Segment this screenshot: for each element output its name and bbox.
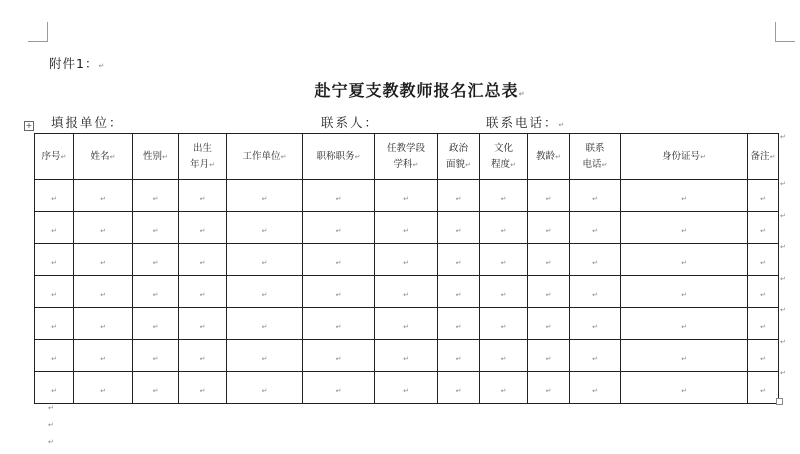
column-header-text: 教龄 [536,150,556,162]
column-header-text: 政治 [448,142,468,154]
column-header-text: 年月 [190,158,210,170]
table-cell[interactable] [227,180,303,212]
row-end-mark: ↵ [780,338,786,346]
table-cell[interactable] [480,276,528,308]
cell-end-mark: ↵ [681,355,687,363]
cell-end-mark: ↵ [100,355,106,363]
registration-table[interactable] [34,133,779,404]
column-header[interactable] [35,134,74,180]
table-cell[interactable] [303,308,375,340]
cell-end-mark: ↵ [403,291,409,299]
cell-end-mark: ↵ [592,227,598,235]
column-header-text: 电话 [582,158,602,170]
table-cell[interactable] [528,308,570,340]
table-cell[interactable] [303,180,375,212]
table-cell[interactable] [621,372,748,404]
cell-end-mark: ↵ [760,387,766,395]
cell-end-mark: ↵ [681,387,687,395]
cell-end-mark: ↵ [500,323,507,331]
cell-end-mark: ↵ [760,195,766,203]
cell-end-mark: ↵ [152,387,159,395]
table-cell[interactable] [74,340,133,372]
table-cell[interactable] [480,212,528,244]
cell-end-mark: ↵ [760,355,766,363]
cell-end-mark: ↵ [700,152,706,161]
column-header[interactable] [528,134,570,180]
cell-end-mark: ↵ [51,387,57,395]
table-cell[interactable] [227,372,303,404]
table-cell[interactable] [480,372,528,404]
table-cell[interactable] [480,308,528,340]
page-corner-mark-top-right [775,41,795,42]
column-header[interactable] [179,134,227,180]
table-cell[interactable] [375,212,438,244]
table-cell[interactable] [375,340,438,372]
cell-end-mark: ↵ [100,291,106,299]
table-cell[interactable] [375,308,438,340]
cell-end-mark: ↵ [500,291,507,299]
table-cell[interactable] [621,308,748,340]
cell-end-mark: ↵ [545,195,552,203]
cell-end-mark: ↵ [199,355,206,363]
fill-unit-label[interactable]: 填报单位： [51,115,124,130]
cell-end-mark: ↵ [403,323,409,331]
cell-end-mark: ↵ [100,387,106,395]
cell-end-mark: ↵ [60,152,67,161]
table-cell[interactable] [570,212,621,244]
cell-end-mark: ↵ [100,323,106,331]
cell-end-mark: ↵ [152,355,159,363]
cell-end-mark: ↵ [500,355,507,363]
page-corner-mark-top-left [28,41,48,42]
table-cell[interactable] [133,212,179,244]
table-cell[interactable] [748,180,779,212]
cell-end-mark: ↵ [465,160,471,169]
cell-end-mark: ↵ [280,152,287,161]
table-cell[interactable] [35,180,74,212]
paragraph-mark: ↵ [98,62,106,70]
column-header[interactable] [480,134,528,180]
cell-end-mark: ↵ [760,291,766,299]
cell-end-mark: ↵ [335,227,342,235]
attachment-label[interactable] [49,54,105,72]
table-row [35,212,779,244]
cell-end-mark: ↵ [545,291,552,299]
table-row [35,244,779,276]
cell-end-mark: ↵ [261,355,268,363]
cell-end-mark: ↵ [455,227,462,235]
column-header-text: 性别 [143,150,163,162]
table-cell[interactable] [227,308,303,340]
table-row [35,276,779,308]
cell-end-mark: ↵ [199,195,206,203]
table-cell[interactable] [748,244,779,276]
empty-paragraph-mark[interactable]: ↵ [48,421,54,429]
cell-end-mark: ↵ [335,291,342,299]
cell-end-mark: ↵ [403,355,409,363]
table-cell[interactable] [303,244,375,276]
cell-end-mark: ↵ [681,323,687,331]
cell-end-mark: ↵ [681,195,687,203]
cell-end-mark: ↵ [592,291,598,299]
cell-end-mark: ↵ [455,291,462,299]
contact-phone-label-text: 联系电话： [486,115,559,130]
cell-end-mark: ↵ [199,291,206,299]
column-header[interactable] [74,134,133,180]
table-cell[interactable] [570,244,621,276]
table-cell[interactable] [570,180,621,212]
cell-end-mark: ↵ [199,259,206,267]
cell-end-mark: ↵ [51,195,57,203]
table-cell[interactable] [179,340,227,372]
cell-end-mark: ↵ [335,355,342,363]
cell-end-mark: ↵ [403,227,409,235]
cell-end-mark: ↵ [769,152,776,161]
column-header-text: 序号 [41,150,61,162]
table-cell[interactable] [74,180,133,212]
column-header[interactable] [375,134,438,180]
table-cell[interactable] [438,276,480,308]
column-header[interactable] [303,134,375,180]
empty-paragraph-mark[interactable]: ↵ [48,404,54,412]
table-cell[interactable] [375,276,438,308]
contact-phone-label[interactable] [486,113,566,131]
cell-end-mark: ↵ [403,387,409,395]
cell-end-mark: ↵ [760,227,766,235]
cell-end-mark: ↵ [261,259,268,267]
table-cell[interactable] [227,340,303,372]
table-cell[interactable] [438,180,480,212]
column-header-text: 联系 [585,142,605,154]
cell-end-mark: ↵ [500,195,507,203]
table-cell[interactable] [74,244,133,276]
column-header-text: 文化 [493,142,513,154]
cell-end-mark: ↵ [545,227,552,235]
table-cell[interactable] [480,340,528,372]
contact-person-label[interactable]: 联系人： [321,115,380,130]
cell-end-mark: ↵ [199,323,206,331]
table-cell[interactable] [179,212,227,244]
cell-end-mark: ↵ [510,160,516,169]
cell-end-mark: ↵ [412,160,419,169]
cell-end-mark: ↵ [335,323,342,331]
table-cell[interactable] [133,244,179,276]
table-cell[interactable] [74,372,133,404]
cell-end-mark: ↵ [152,195,159,203]
column-header[interactable] [438,134,480,180]
table-cell[interactable] [133,340,179,372]
cell-end-mark: ↵ [152,323,159,331]
table-cell[interactable] [375,372,438,404]
table-cell[interactable] [748,276,779,308]
table-cell[interactable] [303,372,375,404]
table-cell[interactable] [438,372,480,404]
table-cell[interactable] [303,340,375,372]
cell-end-mark: ↵ [592,195,598,203]
cell-end-mark: ↵ [545,259,552,267]
cell-end-mark: ↵ [51,323,57,331]
cell-end-mark: ↵ [455,323,462,331]
column-header-text: 学科 [393,158,413,170]
table-row [35,180,779,212]
table-cell[interactable] [438,340,480,372]
cell-end-mark: ↵ [592,355,598,363]
cell-end-mark: ↵ [545,387,552,395]
table-cell[interactable] [133,180,179,212]
table-cell[interactable] [74,308,133,340]
cell-end-mark: ↵ [455,387,462,395]
table-cell[interactable] [179,244,227,276]
table-cell[interactable] [621,244,748,276]
table-cell[interactable] [179,276,227,308]
table-cell[interactable] [375,180,438,212]
table-cell[interactable] [179,180,227,212]
cell-end-mark: ↵ [152,259,159,267]
cell-end-mark: ↵ [760,323,766,331]
cell-end-mark: ↵ [354,152,361,161]
table-move-handle-icon[interactable]: + [25,121,33,130]
table-cell[interactable] [35,340,74,372]
cell-end-mark: ↵ [681,227,687,235]
table-cell[interactable] [35,212,74,244]
paragraph-mark: ↵ [558,121,567,129]
table-cell[interactable] [133,372,179,404]
cell-end-mark: ↵ [500,387,507,395]
table-cell[interactable] [227,212,303,244]
cell-end-mark: ↵ [455,355,462,363]
page-corner-mark-top-right [775,22,776,42]
cell-end-mark: ↵ [500,259,507,267]
cell-end-mark: ↵ [199,387,206,395]
cell-end-mark: ↵ [100,259,106,267]
column-header[interactable] [748,134,779,180]
cell-end-mark: ↵ [162,152,168,161]
cell-end-mark: ↵ [545,355,552,363]
table-cell[interactable] [74,212,133,244]
table-cell[interactable] [227,244,303,276]
column-header-text: 姓名 [90,150,110,162]
column-header-text: 面貌 [446,158,466,170]
cell-end-mark: ↵ [209,160,215,169]
cell-end-mark: ↵ [152,227,159,235]
cell-end-mark: ↵ [109,152,116,161]
column-header-text: 出生 [192,142,212,154]
cell-end-mark: ↵ [261,323,268,331]
table-cell[interactable] [35,244,74,276]
table-cell[interactable] [74,276,133,308]
cell-end-mark: ↵ [51,355,57,363]
cell-end-mark: ↵ [51,291,57,299]
table-cell[interactable] [303,276,375,308]
table-cell[interactable] [528,180,570,212]
row-end-mark: ↵ [780,306,786,314]
column-header[interactable] [621,134,748,180]
cell-end-mark: ↵ [500,227,507,235]
table-cell[interactable] [621,276,748,308]
document-title-text: 赴宁夏支教教师报名汇总表 [314,81,519,100]
column-header-text: 备注 [750,150,770,162]
cell-end-mark: ↵ [455,259,462,267]
table-cell[interactable] [528,340,570,372]
cell-end-mark: ↵ [152,291,159,299]
cell-end-mark: ↵ [261,195,268,203]
table-cell[interactable] [528,276,570,308]
table-cell[interactable] [748,308,779,340]
column-header-text: 职称职务 [316,150,355,162]
column-header[interactable] [227,134,303,180]
column-header[interactable] [570,134,621,180]
cell-end-mark: ↵ [51,259,57,267]
cell-end-mark: ↵ [100,227,106,235]
column-header-text: 任教学段 [386,142,425,154]
table-cell[interactable] [570,340,621,372]
cell-end-mark: ↵ [51,227,57,235]
paragraph-mark: ↵ [518,90,526,98]
cell-end-mark: ↵ [335,387,342,395]
table-cell[interactable] [528,372,570,404]
attachment-label-text: 附件1： [49,56,99,71]
table-row [35,308,779,340]
table-cell[interactable] [570,372,621,404]
table-header-row [35,134,779,180]
column-header-text: 程度 [491,158,511,170]
table-cell[interactable] [621,180,748,212]
table-cell[interactable] [303,212,375,244]
cell-end-mark: ↵ [335,195,342,203]
cell-end-mark: ↵ [545,323,552,331]
row-end-mark: ↵ [780,369,786,377]
cell-end-mark: ↵ [261,227,268,235]
cell-end-mark: ↵ [261,387,268,395]
table-cell[interactable] [375,244,438,276]
row-end-mark: ↵ [780,212,786,220]
cell-end-mark: ↵ [592,259,598,267]
table-cell[interactable] [438,212,480,244]
table-cell[interactable] [227,276,303,308]
table-cell[interactable] [570,276,621,308]
cell-end-mark: ↵ [555,152,561,161]
table-cell[interactable] [179,372,227,404]
table-cell[interactable] [438,244,480,276]
column-header[interactable] [133,134,179,180]
cell-end-mark: ↵ [681,291,687,299]
document-title[interactable] [0,78,800,101]
table-cell[interactable] [748,340,779,372]
table-row [35,372,779,404]
table-cell[interactable] [621,340,748,372]
table-cell[interactable] [748,372,779,404]
table-cell[interactable] [748,212,779,244]
table-cell[interactable] [35,308,74,340]
cell-end-mark: ↵ [199,227,206,235]
table-cell[interactable] [35,372,74,404]
table-cell[interactable] [438,308,480,340]
column-header-text: 工作单位 [242,150,281,162]
table-cell[interactable] [133,308,179,340]
cell-end-mark: ↵ [335,259,342,267]
row-end-mark: ↵ [780,275,786,283]
table-resize-handle[interactable] [776,398,783,405]
cell-end-mark: ↵ [261,291,268,299]
cell-end-mark: ↵ [601,160,608,169]
row-end-mark: ↵ [780,180,786,188]
empty-paragraph-mark[interactable]: ↵ [48,438,54,446]
table-cell[interactable] [480,244,528,276]
table-cell[interactable] [528,244,570,276]
cell-end-mark: ↵ [403,195,409,203]
table-cell[interactable] [35,276,74,308]
page-corner-mark-top-left [47,22,48,42]
row-end-mark: ↵ [780,243,786,251]
column-header-text: 身份证号 [662,150,701,162]
cell-end-mark: ↵ [681,259,687,267]
table-cell[interactable] [621,212,748,244]
cell-end-mark: ↵ [455,195,462,203]
cell-end-mark: ↵ [100,195,106,203]
table-cell[interactable] [179,308,227,340]
table-cell[interactable] [133,276,179,308]
row-end-mark: ↵ [780,133,786,141]
cell-end-mark: ↵ [592,387,598,395]
cell-end-mark: ↵ [760,259,766,267]
cell-end-mark: ↵ [592,323,598,331]
table-cell[interactable] [480,180,528,212]
table-cell[interactable] [528,212,570,244]
cell-end-mark: ↵ [403,259,409,267]
table-cell[interactable] [570,308,621,340]
table-row [35,340,779,372]
